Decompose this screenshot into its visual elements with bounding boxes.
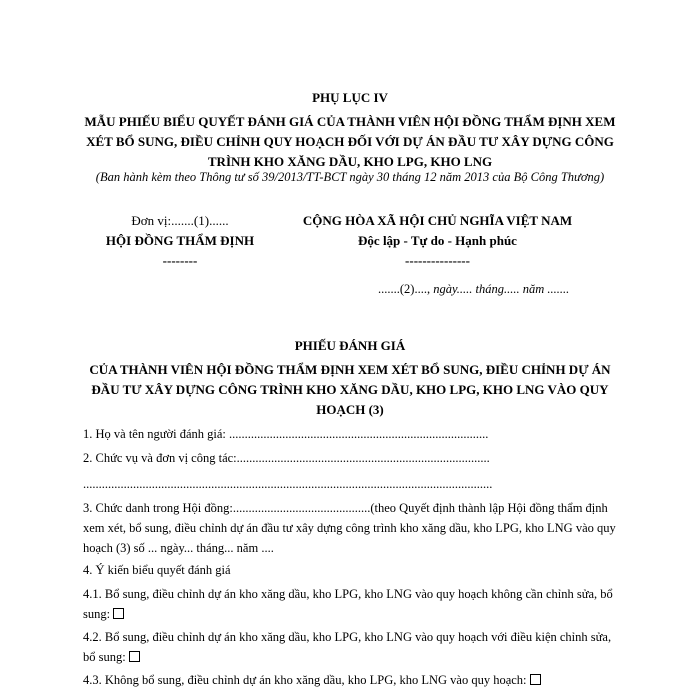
option-4-2-label: 4.2. Bổ sung, điều chỉnh dự án kho xăng dầu, kho LPG, kho LNG vào quy hoạch với điều kiện chỉnh sửa, bổ sung: xyxy=(83,630,612,664)
unit-line: Đơn vị:.......(1)...... xyxy=(131,213,229,228)
option-4-1 xyxy=(83,584,623,624)
council-role-field: 3. Chức danh trong Hội đồng:............................................(theo Quyết định thành lập Hội đồng thẩm định xem xét, bổ sung, điều chỉnh dự án đầu tư xây dựng công trình kho xăng dầu, kho LPG, kho LNG vào quy hoạch (3) số ... ngày... tháng... năm .... xyxy=(83,501,616,555)
form-title: PHIẾU ĐÁNH GIÁ xyxy=(294,338,406,353)
option-4-3 xyxy=(83,670,623,690)
national-header xyxy=(280,211,595,271)
unit-divider: -------- xyxy=(162,253,198,268)
evaluator-name-field: 1. Họ và tên người đánh giá: ................................................................................... xyxy=(83,427,489,441)
opinion-heading: 4. Ý kiến biểu quyết đánh giá xyxy=(83,563,231,577)
nation-name: CỘNG HÒA XÃ HỘI CHỦ NGHĨA VIỆT NAM xyxy=(302,213,573,228)
national-motto: Độc lập - Tự do - Hạnh phúc xyxy=(358,233,517,248)
position-field: 2. Chức vụ và đơn vị công tác:................................................................................. xyxy=(83,451,490,465)
appendix-heading: PHỤ LỤC IV xyxy=(312,90,388,105)
issued-note: (Ban hành kèm theo Thông tư số 39/2013/TT-BCT ngày 30 tháng 12 năm 2013 của Bộ Công Thương) xyxy=(95,170,605,184)
issuing-unit-block xyxy=(75,211,285,271)
date-value: ngày..... tháng..... năm ....... xyxy=(430,282,570,296)
option-4-3-checkbox[interactable] xyxy=(530,674,541,685)
document-title: MẪU PHIẾU BIỂU QUYẾT ĐÁNH GIÁ CỦA THÀNH VIÊN HỘI ĐỒNG THẨM ĐỊNH XEM XÉT BỔ SUNG, ĐIỀU CHỈNH QUY HOẠCH ĐỐI VỚI DỰ ÁN ĐẦU TƯ XÂY DỰNG CÔNG TRÌNH KHO XĂNG DẦU, KHO LPG, KHO LNG xyxy=(84,114,616,169)
date-place: .......(2)...., xyxy=(378,282,431,296)
motto-divider: --------------- xyxy=(405,253,470,268)
council-name: HỘI ĐỒNG THẨM ĐỊNH xyxy=(105,233,255,248)
option-4-2 xyxy=(83,627,623,667)
position-continuation-field: ................................................................................................................................... xyxy=(83,477,493,491)
option-4-1-label: 4.1. Bổ sung, điều chỉnh dự án kho xăng dầu, kho LPG, kho LNG vào quy hoạch không cần chỉnh sửa, bổ sung: xyxy=(83,587,613,621)
option-4-2-checkbox[interactable] xyxy=(129,651,140,662)
date-line xyxy=(378,282,658,297)
option-4-3-label: 4.3. Không bổ sung, điều chỉnh dự án kho xăng dầu, kho LPG, kho LNG vào quy hoạch: xyxy=(83,673,527,687)
option-4-1-checkbox[interactable] xyxy=(113,608,124,619)
form-subtitle: CỦA THÀNH VIÊN HỘI ĐỒNG THẨM ĐỊNH XEM XÉT BỔ SUNG, ĐIỀU CHỈNH DỰ ÁN ĐẦU TƯ XÂY DỰNG CÔNG TRÌNH KHO XĂNG DẦU, KHO LPG, KHO LNG VÀO QUY HOẠCH (3) xyxy=(89,362,611,417)
